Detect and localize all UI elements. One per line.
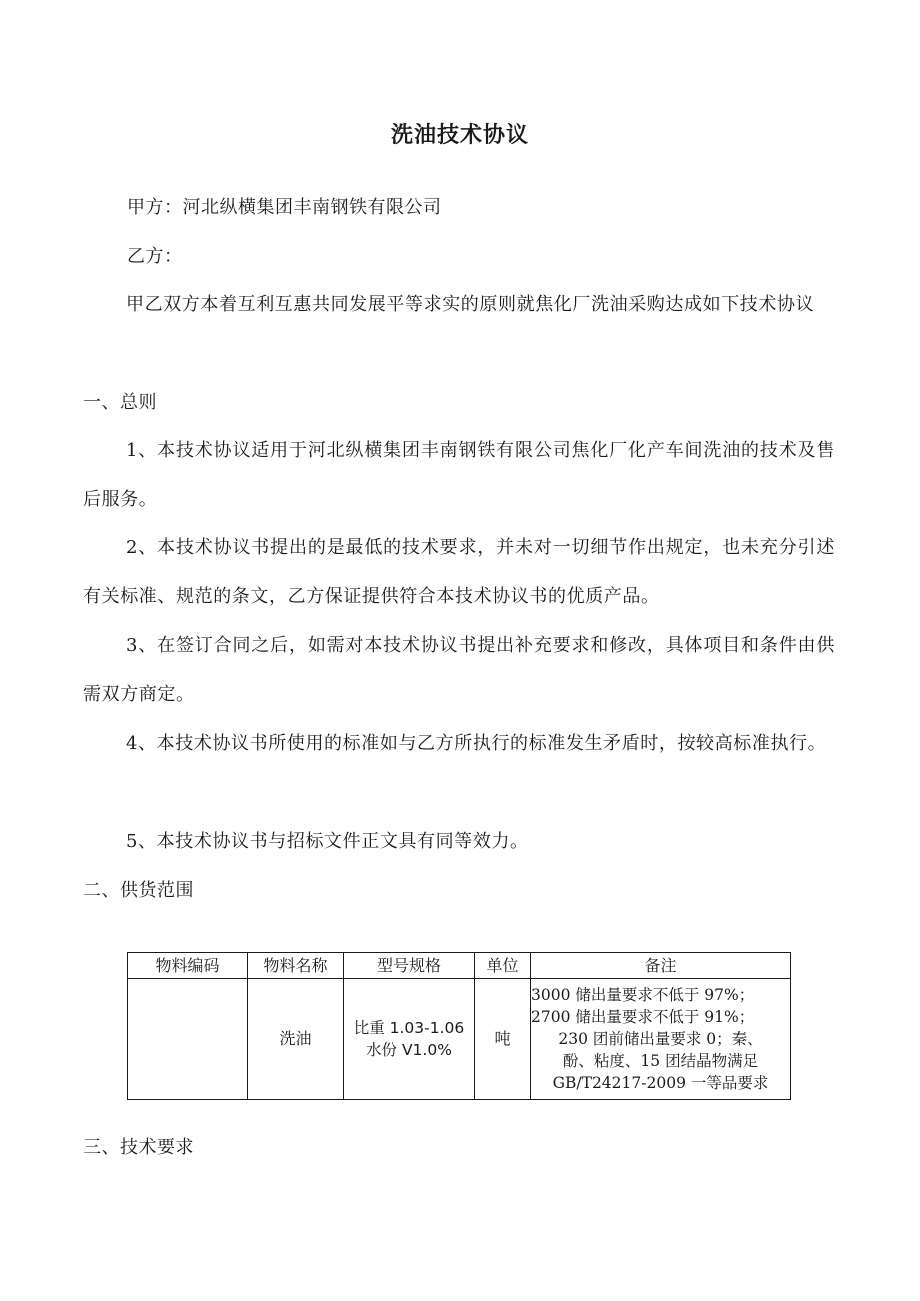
remark-line: 2700 储出量要求不低于 91%； [531,1008,755,1026]
cell-material-name: 洗油 [248,979,344,1100]
cell-remarks [531,979,791,1100]
general-item-5: 5、本技术协议书与招标文件正文具有同等效力。 [126,831,529,852]
remark-line: 3000 储出量要求不低于 97%； [531,986,755,1004]
section-heading-general: 一、总则 [83,392,157,413]
section-heading-supply: 二、供货范围 [83,880,194,901]
header-material-code: 物料编码 [128,953,248,979]
general-item-3: 3、在签订合同之后，如需对本技术协议书提出补充要求和修改，具体项目和条件由供需双方商定。 [83,635,835,705]
table-row [128,979,791,1100]
supply-table [127,952,791,1100]
document-title: 洗油技术协议 [390,123,529,148]
table-header-row [128,953,791,979]
cell-spec [344,979,475,1100]
general-item-4: 4、本技术协议书所使用的标准如与乙方所执行的标准发生矛盾时，按较高标准执行。 [126,733,827,754]
cell-material-code [128,979,248,1100]
general-item-1: 1、本技术协议适用于河北纵横集团丰南钢铁有限公司焦化厂化产车间洗油的技术及售后服务。 [83,440,835,510]
header-spec: 型号规格 [344,953,475,979]
remark-line: 酚、粘度、15 团结晶物满足 [562,1052,759,1070]
section-heading-technical: 三、技术要求 [83,1137,194,1158]
intro-paragraph: 甲乙双方本着互利互惠共同发展平等求实的原则就焦化厂洗油采购达成如下技术协议 [126,294,815,315]
spec-moisture: 水份 V1.0% [366,1041,452,1059]
party-a: 甲方：河北纵横集团丰南钢铁有限公司 [127,197,442,218]
remark-line: 230 团前储出量要求 0；秦、 [558,1030,763,1048]
header-material-name: 物料名称 [248,953,344,979]
spec-density: 比重 1.03-1.06 [353,1019,465,1037]
cell-unit: 吨 [475,979,531,1100]
general-item-2: 2、本技术协议书提出的是最低的技术要求，并未对一切细节作出规定，也未充分引述有关标准、规范的条文，乙方保证提供符合本技术协议书的优质产品。 [83,537,835,607]
party-b: 乙方： [127,246,183,267]
remark-line: GB/T24217-2009 一等品要求 [552,1074,769,1092]
header-remarks: 备注 [531,953,791,979]
header-unit: 单位 [475,953,531,979]
